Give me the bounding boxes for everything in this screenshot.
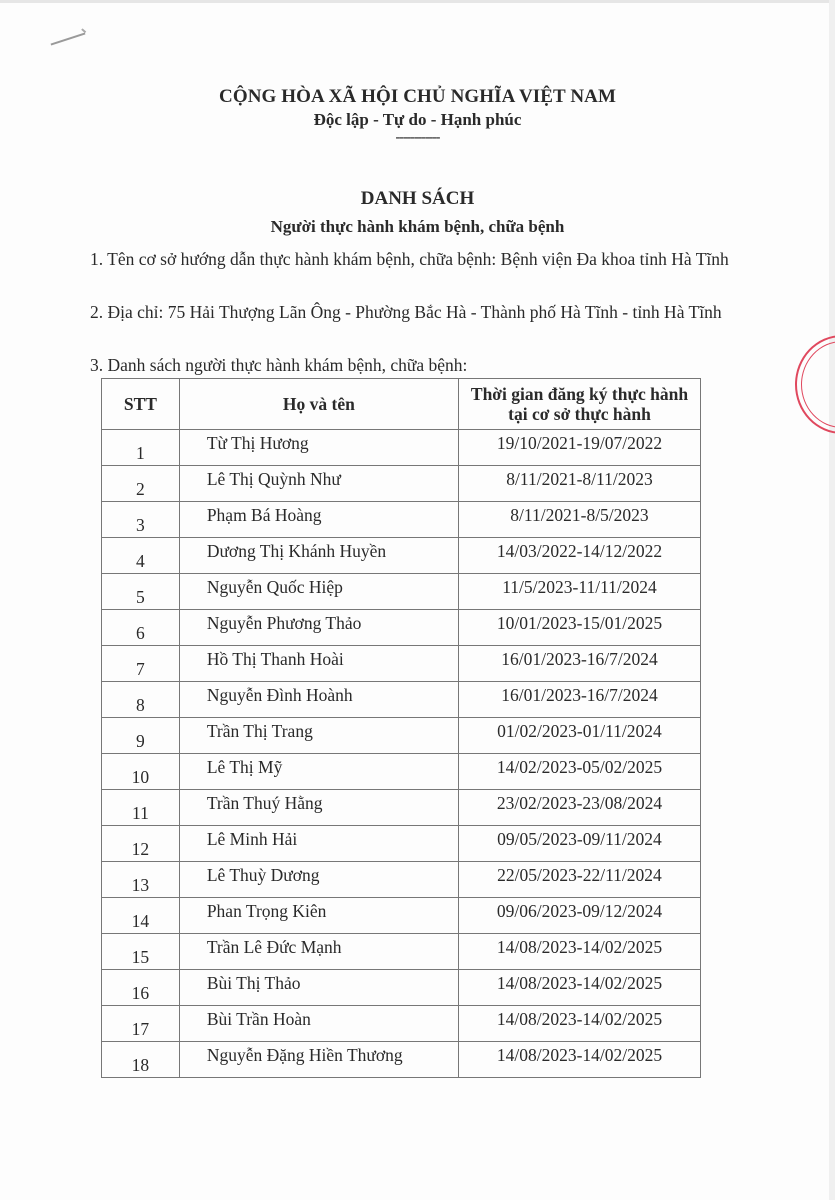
row-name: Phạm Bá Hoàng	[179, 502, 458, 538]
row-period: 8/11/2021-8/11/2023	[458, 466, 700, 502]
row-stt: 10	[102, 754, 180, 790]
header-name: Họ và tên	[179, 379, 458, 430]
red-stamp	[795, 335, 835, 434]
table-row	[102, 682, 701, 718]
header-stt: STT	[102, 379, 180, 430]
row-period: 14/03/2022-14/12/2022	[458, 538, 700, 574]
table-row	[102, 646, 701, 682]
row-period: 14/08/2023-14/02/2025	[458, 934, 700, 970]
page-edge-right	[829, 0, 835, 1200]
header-period	[458, 379, 700, 430]
header-period-text: Thời gian đăng ký thực hành tại cơ sở thực hành	[470, 384, 689, 424]
row-period: 23/02/2023-23/08/2024	[458, 790, 700, 826]
row-stt: 3	[102, 502, 180, 538]
row-period: 8/11/2021-8/5/2023	[458, 502, 700, 538]
row-name: Trần Lê Đức Mạnh	[179, 934, 458, 970]
row-stt: 16	[102, 970, 180, 1006]
row-name: Nguyễn Đình Hoành	[179, 682, 458, 718]
row-stt: 9	[102, 718, 180, 754]
table-row	[102, 826, 701, 862]
table-header-row	[102, 379, 701, 430]
row-stt: 15	[102, 934, 180, 970]
row-name: Trần Thị Trang	[179, 718, 458, 754]
page-edge	[0, 0, 835, 3]
row-period: 22/05/2023-22/11/2024	[458, 862, 700, 898]
table-row	[102, 718, 701, 754]
table-row	[102, 754, 701, 790]
row-stt: 17	[102, 1006, 180, 1042]
row-period: 16/01/2023-16/7/2024	[458, 646, 700, 682]
row-period: 01/02/2023-01/11/2024	[458, 718, 700, 754]
document-subtitle: Người thực hành khám bệnh, chữa bệnh	[270, 217, 565, 236]
row-stt: 18	[102, 1042, 180, 1078]
table-row	[102, 934, 701, 970]
table-row	[102, 466, 701, 502]
row-stt: 5	[102, 574, 180, 610]
row-stt: 7	[102, 646, 180, 682]
row-name: Hồ Thị Thanh Hoài	[179, 646, 458, 682]
row-stt: 12	[102, 826, 180, 862]
table-row	[102, 790, 701, 826]
row-name: Trần Thuý Hằng	[179, 790, 458, 826]
row-name: Lê Thị Quỳnh Như	[179, 466, 458, 502]
table-row	[102, 970, 701, 1006]
row-period: 09/05/2023-09/11/2024	[458, 826, 700, 862]
row-period: 16/01/2023-16/7/2024	[458, 682, 700, 718]
row-period: 14/08/2023-14/02/2025	[458, 1042, 700, 1078]
separator: ------------	[395, 130, 440, 145]
row-stt: 4	[102, 538, 180, 574]
row-stt: 13	[102, 862, 180, 898]
table-row	[102, 1006, 701, 1042]
row-period: 09/06/2023-09/12/2024	[458, 898, 700, 934]
row-stt: 1	[102, 430, 180, 466]
row-stt: 14	[102, 898, 180, 934]
row-period: 14/08/2023-14/02/2025	[458, 1006, 700, 1042]
row-period: 14/08/2023-14/02/2025	[458, 970, 700, 1006]
table-row	[102, 502, 701, 538]
table-row	[102, 610, 701, 646]
row-name: Dương Thị Khánh Huyền	[179, 538, 458, 574]
row-name: Từ Thị Hương	[179, 430, 458, 466]
row-name: Lê Thuỳ Dương	[179, 862, 458, 898]
table-row	[102, 1042, 701, 1078]
table-row	[102, 574, 701, 610]
nation-heading: CỘNG HÒA XÃ HỘI CHỦ NGHĨA VIỆT NAM	[219, 86, 616, 107]
pen-mark	[51, 32, 86, 45]
practitioner-table	[101, 378, 701, 1078]
list-heading: 3. Danh sách người thực hành khám bệnh, chữa bệnh:	[90, 355, 468, 375]
table-row	[102, 898, 701, 934]
row-name: Bùi Trần Hoàn	[179, 1006, 458, 1042]
row-stt: 11	[102, 790, 180, 826]
document-title: DANH SÁCH	[360, 188, 475, 209]
facility-address: 2. Địa chỉ: 75 Hải Thượng Lãn Ông - Phường Bắc Hà - Thành phố Hà Tĩnh - tỉnh Hà Tĩnh	[90, 302, 722, 322]
row-name: Nguyễn Đặng Hiền Thương	[179, 1042, 458, 1078]
motto: Độc lập - Tự do - Hạnh phúc	[313, 110, 522, 129]
row-name: Lê Minh Hải	[179, 826, 458, 862]
row-period: 11/5/2023-11/11/2024	[458, 574, 700, 610]
row-period: 10/01/2023-15/01/2025	[458, 610, 700, 646]
row-stt: 2	[102, 466, 180, 502]
row-stt: 6	[102, 610, 180, 646]
table-row	[102, 538, 701, 574]
row-name: Bùi Thị Thảo	[179, 970, 458, 1006]
row-name: Nguyễn Phương Thảo	[179, 610, 458, 646]
row-period: 14/02/2023-05/02/2025	[458, 754, 700, 790]
facility-name: 1. Tên cơ sở hướng dẫn thực hành khám bệnh, chữa bệnh: Bệnh viện Đa khoa tỉnh Hà Tĩnh	[90, 249, 729, 269]
row-name: Phan Trọng Kiên	[179, 898, 458, 934]
table-row	[102, 430, 701, 466]
row-name: Lê Thị Mỹ	[179, 754, 458, 790]
table-row	[102, 862, 701, 898]
row-name: Nguyễn Quốc Hiệp	[179, 574, 458, 610]
row-period: 19/10/2021-19/07/2022	[458, 430, 700, 466]
row-stt: 8	[102, 682, 180, 718]
